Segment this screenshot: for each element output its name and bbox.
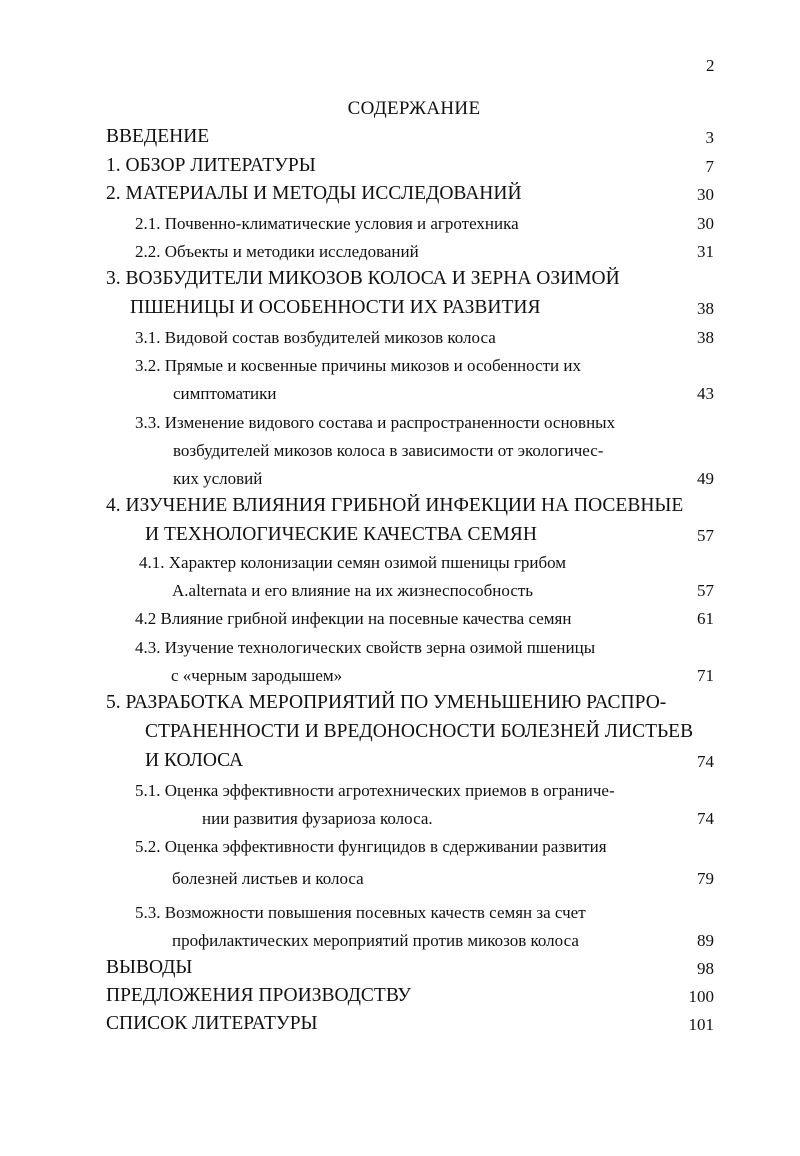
toc-entry-page: 74 bbox=[697, 752, 714, 771]
toc-entry-page: 3 bbox=[705, 128, 714, 147]
toc-entry-page: 57 bbox=[697, 581, 714, 600]
toc-entry-text: И КОЛОСА bbox=[145, 750, 244, 771]
toc-entry-text: 3.1. Видовой состав возбудителей микозов колоса bbox=[135, 328, 496, 347]
toc-entry-text: болезней листьев и колоса bbox=[172, 869, 364, 888]
toc-entry-text: 2.1. Почвенно-климатические условия и агротехника bbox=[135, 214, 519, 233]
toc-entry-page: 49 bbox=[697, 469, 714, 488]
toc-entry-text: 2. МАТЕРИАЛЫ И МЕТОДЫ ИССЛЕДОВАНИЙ bbox=[106, 183, 522, 204]
toc-entry-text: 5.3. Возможности повышения посевных качеств семян за счет bbox=[135, 903, 586, 922]
toc-entry-text: ПРЕДЛОЖЕНИЯ ПРОИЗВОДСТВУ bbox=[106, 985, 412, 1006]
toc-entry-page: 89 bbox=[697, 931, 714, 950]
toc-entry-text: ВЫВОДЫ bbox=[106, 957, 193, 978]
toc-entry-text: СТРАНЕННОСТИ И ВРЕДОНОСНОСТИ БОЛЕЗНЕЙ ЛИСТЬЕВ bbox=[145, 721, 694, 742]
toc-entry-page: 61 bbox=[697, 609, 714, 628]
toc-entry-text: профилактических мероприятий против микозов колоса bbox=[172, 931, 579, 950]
toc-entry-text: с «черным зародышем» bbox=[171, 666, 343, 685]
page-number: 2 bbox=[706, 56, 715, 75]
toc-entry-page: 74 bbox=[697, 809, 714, 828]
toc-entry-text: симптоматики bbox=[173, 384, 277, 403]
toc-entry-page: 31 bbox=[697, 242, 714, 261]
toc-entry-text: 5.2. Оценка эффективности фунгицидов в сдерживании развития bbox=[135, 837, 607, 856]
toc-entry-text: ких условий bbox=[173, 469, 263, 488]
toc-entry-page: 30 bbox=[697, 185, 714, 204]
toc-entry-text: 4.3. Изучение технологических свойств зерна озимой пшеницы bbox=[135, 638, 596, 657]
toc-entry-page: 98 bbox=[697, 959, 714, 978]
toc-entry-text: 4.1. Характер колонизации семян озимой пшеницы грибом bbox=[139, 553, 567, 572]
toc-entry-page: 30 bbox=[697, 214, 714, 233]
toc-entry-page: 43 bbox=[697, 384, 714, 403]
toc-entry-text: 4. ИЗУЧЕНИЕ ВЛИЯНИЯ ГРИБНОЙ ИНФЕКЦИИ НА ПОСЕВНЫЕ bbox=[106, 495, 684, 516]
toc-entry-text: 3. ВОЗБУДИТЕЛИ МИКОЗОВ КОЛОСА И ЗЕРНА ОЗИМОЙ bbox=[106, 268, 620, 289]
toc-entry-text: возбудителей микозов колоса в зависимости от экологичес- bbox=[173, 441, 604, 460]
toc-entry-page: 79 bbox=[697, 869, 714, 888]
toc-entry-text: 2.2. Объекты и методики исследований bbox=[135, 242, 419, 261]
toc-entry-text: 4.2 Влияние грибной инфекции на посевные качества семян bbox=[135, 609, 572, 628]
toc-entry-text: 5. РАЗРАБОТКА МЕРОПРИЯТИЙ ПО УМЕНЬШЕНИЮ РАСПРО- bbox=[106, 692, 667, 713]
toc-entry-text: 3.2. Прямые и косвенные причины микозов и особенности их bbox=[135, 356, 582, 375]
toc-entry-page: 101 bbox=[688, 1015, 714, 1034]
toc-entry-page: 57 bbox=[697, 526, 714, 545]
toc-entry-text: 3.3. Изменение видового состава и распространенности основных bbox=[135, 413, 616, 432]
toc-entry-page: 38 bbox=[697, 328, 714, 347]
toc-entry-text: ВВЕДЕНИЕ bbox=[106, 126, 210, 147]
toc-entry-page: 71 bbox=[697, 666, 714, 685]
toc-entry-text: СПИСОК ЛИТЕРАТУРЫ bbox=[106, 1013, 318, 1034]
toc-entry-text: A.alternata и его влияние на их жизнеспособность bbox=[172, 581, 534, 600]
toc-entry-page: 38 bbox=[697, 299, 714, 318]
toc-title: СОДЕРЖАНИЕ bbox=[347, 98, 481, 119]
toc-entry-page: 7 bbox=[705, 157, 714, 176]
toc-entry-text: нии развития фузариоза колоса. bbox=[202, 809, 433, 828]
toc-entry-text: 5.1. Оценка эффективности агротехнических приемов в ограниче- bbox=[135, 781, 615, 800]
toc-entry-text: И ТЕХНОЛОГИЧЕСКИЕ КАЧЕСТВА СЕМЯН bbox=[145, 524, 537, 545]
toc-entry-text: ПШЕНИЦЫ И ОСОБЕННОСТИ ИХ РАЗВИТИЯ bbox=[130, 297, 541, 318]
toc-entry-page: 100 bbox=[688, 987, 714, 1006]
toc-entry-text: 1. ОБЗОР ЛИТЕРАТУРЫ bbox=[106, 155, 316, 176]
